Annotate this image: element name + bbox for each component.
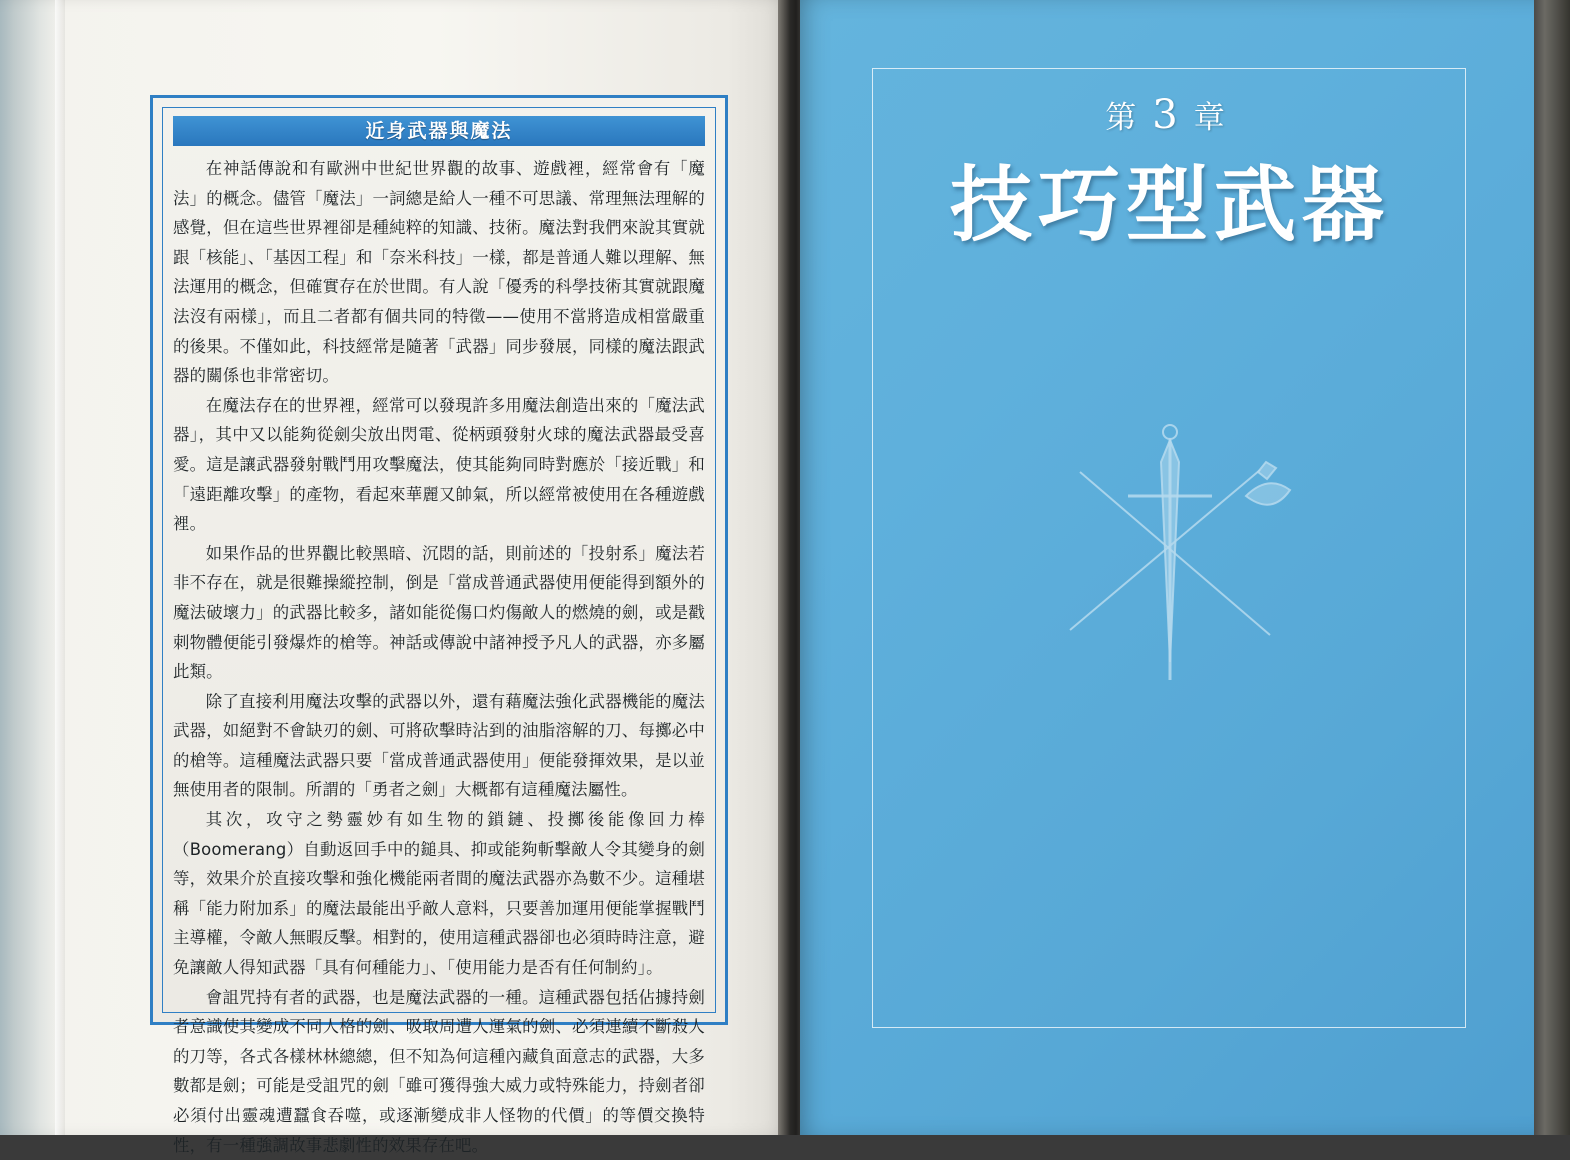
chapter-number: 3	[1152, 92, 1188, 138]
book-edge-shadow	[1534, 0, 1570, 1135]
body-text	[173, 154, 705, 1160]
chapter-title: 技巧型武器	[949, 158, 1390, 253]
paragraph: 除了直接利用魔法攻擊的武器以外，還有藉魔法強化武器機能的魔法武器，如絕對不會缺刃的劍、可將砍擊時沾到的油脂溶解的刀、每擲必中的槍等。這種魔法武器只要「當成普通武器使用」便能發揮效果，是以並無使用者的限制。所謂的「勇者之劍」大概都有這種魔法屬性。	[173, 691, 705, 800]
paragraph: 會詛咒持有者的武器，也是魔法武器的一種。這種武器包括佔據持劍者意識使其變成不同人格的劍、吸取周遭人運氣的劍、必須連續不斷殺人的刀等，各式各樣林林總總，但不知為何這種內藏負面意志的武器，大多數都是劍；可能是受詛咒的劍「雖可獲得強大威力或特殊能力，持劍者卻必須付出靈魂遭蠶食吞噬，或逐漸變成非人怪物的代價」的等價交換特性，有一種強調故事悲劇性的效果存在吧。	[173, 987, 705, 1155]
crossed-weapons-emblem	[1010, 400, 1330, 700]
paragraph: 如果作品的世界觀比較黑暗、沉悶的話，則前述的「投射系」魔法若非不存在，就是很難操縱控制，倒是「當成普通武器使用便能得到額外的魔法破壞力」的武器比較多，諸如能從傷口灼傷敵人的燃燒的劍，或是戳刺物體便能引發爆炸的槍等。神話或傳說中諸神授予凡人的武器，亦多屬此類。	[173, 543, 705, 682]
right-page	[800, 0, 1540, 1135]
chapter-prefix: 第	[1105, 100, 1147, 136]
text-frame-inner	[162, 107, 716, 1155]
paragraph: 在神話傳說和有歐洲中世紀世界觀的故事、遊戲裡，經常會有「魔法」的概念。儘管「魔法」一詞總是給人一種不可思議、常理無法理解的感覺，但在這些世界裡卻是種純粹的知識、技術。魔法對我們來說其實就跟「核能」、「基因工程」和「奈米科技」一樣，都是普通人難以理解、無法運用的概念，但確實存在於世間。有人說「優秀的科學技術其實就跟魔法沒有兩樣」，而且二者都有個共同的特徵——使用不當將造成相當嚴重的後果。不僅如此，科技經常是隨著「武器」同步發展，同樣的魔法跟武器的關係也非常密切。	[173, 159, 705, 386]
paragraph: 其次，攻守之勢靈妙有如生物的鎖鏈、投擲後能像回力棒（Boomerang）自動返回手中的鎚具、抑或能夠斬擊敵人令其變身的劍等，效果介於直接攻擊和強化機能兩者間的魔法武器亦為數不少。這種堪稱「能力附加系」的魔法最能出乎敵人意料，只要善加運用便能掌握戰鬥主導權，令敵人無暇反擊。相對的，使用這種武器卻也必須時時注意，避免讓敵人得知武器「具有何種能力」、「使用能力是否有任何制約」。	[173, 810, 705, 978]
chapter-suffix: 章	[1193, 100, 1235, 136]
text-frame	[150, 95, 728, 1155]
chapter-number-line	[800, 92, 1540, 138]
section-heading: 近身武器與魔法	[173, 116, 705, 146]
paragraph: 在魔法存在的世界裡，經常可以發現許多用魔法創造出來的「魔法武器」，其中又以能夠從劍尖放出閃電、從柄頭發射火球的魔法武器最受喜愛。這是讓武器發射戰鬥用攻擊魔法，使其能夠同時對應於「接近戰」和「遠距離攻擊」的產物，看起來華麗又帥氣，所以經常被使用在各種遊戲裡。	[173, 395, 705, 534]
